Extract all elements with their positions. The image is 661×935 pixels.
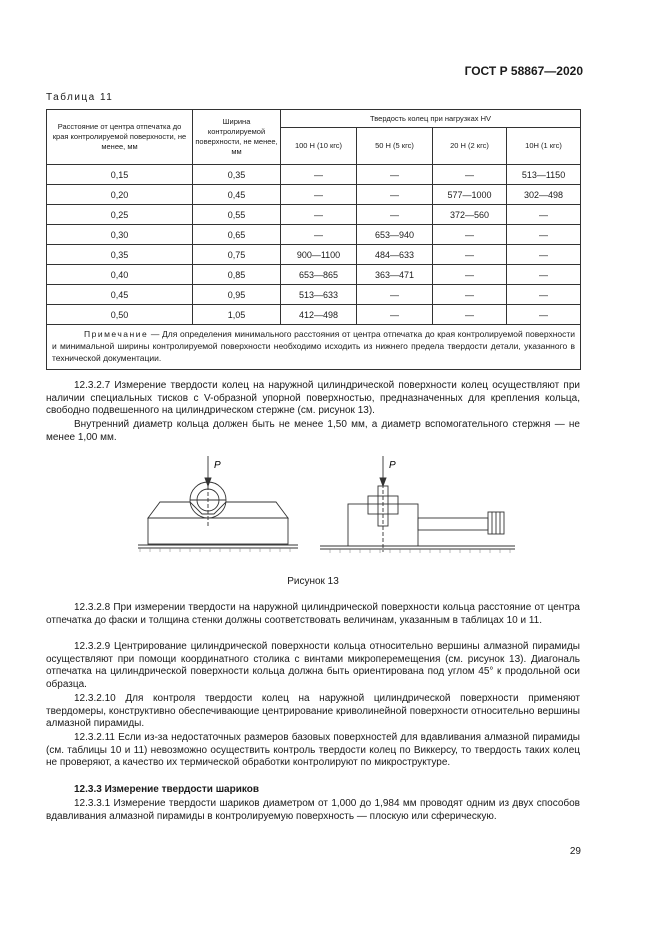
table-cell: 513—633 (281, 285, 357, 305)
table-cell: — (433, 305, 507, 325)
table-cell: — (357, 205, 433, 225)
load-header: 100 Н (10 кгс) (281, 128, 357, 165)
page-number: 29 (569, 846, 581, 857)
table-cell: 0,50 (47, 305, 193, 325)
table-cell: 0,85 (193, 265, 281, 285)
table-cell: — (281, 225, 357, 245)
table-cell: — (281, 185, 357, 205)
table-note (47, 325, 581, 370)
table-cell: — (507, 225, 581, 245)
table-cell: — (507, 205, 581, 225)
table-row (47, 265, 581, 285)
table-cell: 0,35 (193, 165, 281, 185)
paragraph-12-3-2-8: 12.3.2.8 При измерении твердости на наружной цилиндрической поверхности кольца расстояние от центра отпечатка до фаски и толщина стенки должны соответствовать величинам, указанным в таблицах 10 и 11. (46, 602, 580, 626)
note-text: — Для определения минимального расстояния от центра отпечатка до края контролируемой поверхности и минимальной ширины контролируемой поверхности необходимо исходить из нижнего предела твердости детали, указанного в технической документации. (52, 329, 576, 363)
table-cell: — (357, 185, 433, 205)
table-cell: 363—471 (357, 265, 433, 285)
table-cell: — (433, 265, 507, 285)
table-note-row (47, 325, 581, 370)
table-row (47, 305, 581, 325)
table-cell: 302—498 (507, 185, 581, 205)
table-cell: 0,20 (47, 185, 193, 205)
col-distance-header: Расстояние от центра отпечатка до края контролируемой поверхности, не менее, мм (47, 110, 193, 165)
table-row (47, 285, 581, 305)
table-cell: 0,55 (193, 205, 281, 225)
screw-right (418, 518, 488, 530)
load-label-right: P (389, 460, 396, 471)
table-header-row (47, 110, 581, 128)
table-cell: 0,45 (47, 285, 193, 305)
table-cell: 0,15 (47, 165, 193, 185)
table-cell: 0,35 (47, 245, 193, 265)
note-label: Примечание (84, 329, 149, 339)
table-cell: — (507, 265, 581, 285)
section-heading-12-3-3: 12.3.3 Измерение твердости шариков (74, 784, 259, 795)
vise-base-left (148, 518, 288, 544)
load-header: 10Н (1 кгс) (507, 128, 581, 165)
load-header: 20 Н (2 кгс) (433, 128, 507, 165)
table-cell: 0,75 (193, 245, 281, 265)
table-cell: 513—1150 (507, 165, 581, 185)
table-cell: 0,45 (193, 185, 281, 205)
table-cell: 0,40 (47, 265, 193, 285)
table-cell: 412—498 (281, 305, 357, 325)
paragraph-ring-diameter: Внутренний диаметр кольца должен быть не менее 1,50 мм, а диаметр вспомогательного стержня — не менее 1,00 мм. (46, 419, 580, 443)
table-row (47, 185, 581, 205)
table-cell: — (357, 285, 433, 305)
document-header: ГОСТ Р 58867—2020 (464, 64, 583, 78)
table-cell: 372—560 (433, 205, 507, 225)
table-row (47, 165, 581, 185)
paragraph-12-3-2-10: 12.3.2.10 Для контроля твердости колец на наружной цилиндрической поверхности применяют твердомеры, конструктивно обеспечивающие центрирование криволинейной поверхности относительно вершины алмазной пирамиды. (46, 693, 580, 730)
table-cell: — (357, 165, 433, 185)
table-cell: 1,05 (193, 305, 281, 325)
table-row (47, 205, 581, 225)
table-cell: — (507, 285, 581, 305)
figure-caption: Рисунок 13 (287, 576, 339, 587)
paragraph-12-3-3-1: 12.3.3.1 Измерение твердости шариков диаметром от 1,000 до 1,984 мм проводят одним из двух способов вдавливания алмазной пирамиды в контролируемую поверхность — плоскую или сферическую. (46, 798, 580, 822)
table-cell: — (281, 205, 357, 225)
table-cell: 577—1000 (433, 185, 507, 205)
table-cell: — (433, 245, 507, 265)
table-cell: 0,95 (193, 285, 281, 305)
col-width-header: Ширина контролируемой поверхности, не менее, мм (193, 110, 281, 165)
paragraph-12-3-2-9: 12.3.2.9 Центрирование цилиндрической поверхности кольца относительно вершины алмазной пирамиды осуществляют при помощи координатного столика с винтами микроперемещения (см. рисунок 13). Диагональ отпечатка на цилиндрической поверхности кольца должна быть ориентирована под углом 45° к продольной оси образца. (46, 641, 580, 690)
table-caption: Таблица 11 (46, 92, 114, 103)
paragraph-12-3-2-7: 12.3.2.7 Измерение твердости колец на наружной цилиндрической поверхности колец осуществляют при наличии специальных тисков с V-образной упорной поверхностью, предназначенных для крепления кольца, свободно подвешенного на цилиндрическом стержне (см. рисунок 13). (46, 380, 580, 417)
table-row (47, 225, 581, 245)
table-cell: 653—865 (281, 265, 357, 285)
table-cell: — (433, 225, 507, 245)
table-cell: 484—633 (357, 245, 433, 265)
table-cell: 0,65 (193, 225, 281, 245)
table-row (47, 245, 581, 265)
table-cell: 653—940 (357, 225, 433, 245)
table-cell: — (507, 245, 581, 265)
table-cell: 0,25 (47, 205, 193, 225)
load-header: 50 Н (5 кгс) (357, 128, 433, 165)
table-cell: 0,30 (47, 225, 193, 245)
table-cell: — (433, 165, 507, 185)
table-cell: 900—1100 (281, 245, 357, 265)
table-cell: — (281, 165, 357, 185)
hardness-group-header: Твердость колец при нагрузках HV (281, 110, 581, 128)
table-cell: — (357, 305, 433, 325)
load-label-left: P (214, 460, 221, 471)
table-cell: — (507, 305, 581, 325)
hardness-table (46, 109, 581, 370)
paragraph-12-3-2-11: 12.3.2.11 Если из-за недостаточных размеров базовых поверхностей для вдавливания алмазной пирамиды (см. таблицы 10 и 11) невозможно осуществить контроль твердости колец по Виккерсу, то твердость таких колец не проверяют, а качество их термической обработки контролируют по микроструктуре. (46, 732, 580, 769)
figure-13-drawing (120, 456, 540, 576)
table-cell: — (433, 285, 507, 305)
